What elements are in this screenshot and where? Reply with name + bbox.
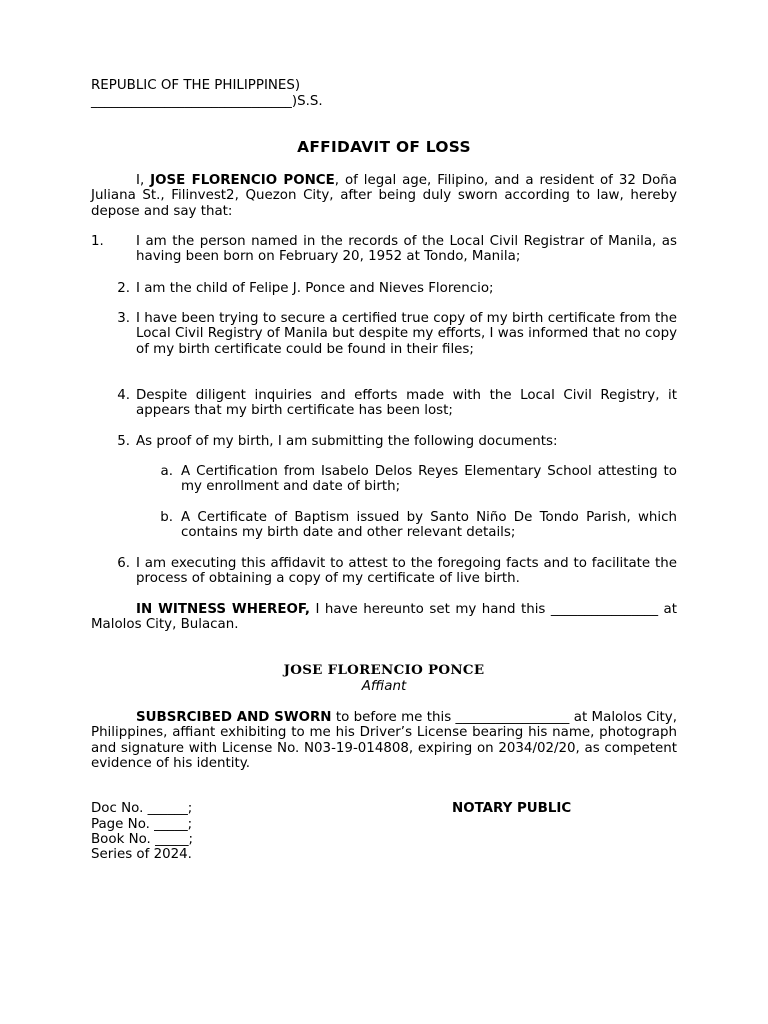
witness-rest: I have hereunto set my hand this ________________ at Malolos City, Bulacan. bbox=[91, 602, 677, 633]
witness-lead: IN WITNESS WHEREOF, bbox=[136, 602, 310, 617]
list-item-text: I am executing this affidavit to attest to the foregoing facts and to facilitate the process of obtaining a copy of my certificate of live birth. bbox=[136, 556, 677, 587]
header-ss-line: ______________________________)S.S. bbox=[91, 94, 323, 109]
page-number: Page No. _____; bbox=[91, 817, 193, 832]
list-item-text: I have been trying to secure a certified true copy of my birth certificate from the Local Civil Registry of Manila but despite my efforts, I was informed that no copy of my birth certificate could be found in their files; bbox=[136, 311, 677, 357]
list-item-number: 1. bbox=[91, 234, 104, 249]
sub-item-text: A Certificate of Baptism issued by Santo Niño De Tondo Parish, which contains my birth date and other relevant details; bbox=[181, 510, 677, 541]
list-item-text: As proof of my birth, I am submitting the following documents: bbox=[136, 434, 558, 449]
intro-affiant-name: JOSE FLORENCIO PONCE bbox=[150, 173, 335, 188]
list-item-number: 3. bbox=[117, 311, 130, 326]
doc-number: Doc No. ______; bbox=[91, 801, 193, 816]
list-item-number: 6. bbox=[117, 556, 130, 571]
series-year: Series of 2024. bbox=[91, 847, 192, 862]
list-item-number: 4. bbox=[117, 388, 130, 403]
list-item-number: 5. bbox=[117, 434, 130, 449]
list-item-text: I am the person named in the records of the Local Civil Registrar of Manila, as having been born on February 20, 1952 at Tondo, Manila; bbox=[136, 234, 677, 265]
list-item-text: Despite diligent inquiries and efforts made with the Local Civil Registry, it appears that my birth certificate has been lost; bbox=[136, 388, 677, 419]
affiant-name: JOSE FLORENCIO PONCE bbox=[283, 662, 485, 678]
notary-public-label: NOTARY PUBLIC bbox=[452, 801, 572, 816]
document-title: AFFIDAVIT OF LOSS bbox=[297, 138, 471, 156]
sub-item-text: A Certification from Isabelo Delos Reyes Elementary School attesting to my enrollment and date of birth; bbox=[181, 464, 677, 495]
affiant-label: Affiant bbox=[361, 679, 407, 694]
sub-item-letter: b. bbox=[160, 510, 173, 525]
header-republic: REPUBLIC OF THE PHILIPPINES) bbox=[91, 78, 301, 93]
jurat-paragraph bbox=[91, 710, 677, 772]
intro-rest: , of legal age, Filipino, and a resident of 32 Doña Juliana St., Filinvest2, Quezon City, after being duly sworn according to law, hereby depose and say that: bbox=[91, 173, 677, 219]
list-item-text: I am the child of Felipe J. Ponce and Nieves Florencio; bbox=[136, 281, 494, 296]
sub-item-letter: a. bbox=[160, 464, 173, 479]
witness-paragraph bbox=[91, 602, 677, 633]
intro-lead: I, bbox=[136, 173, 151, 188]
list-item-number: 2. bbox=[117, 281, 130, 296]
intro-paragraph bbox=[91, 173, 677, 219]
book-number: Book No. _____; bbox=[91, 832, 194, 847]
jurat-lead: SUBSRCIBED AND SWORN bbox=[136, 710, 332, 725]
jurat-rest: to before me this _________________ at Malolos City, Philippines, affiant exhibiting to me his Driver’s License bearing his name, photograph and signature with License No. N03-19-014808, expiring on 2034/02/20, as competent evidence of his identity. bbox=[91, 710, 677, 772]
